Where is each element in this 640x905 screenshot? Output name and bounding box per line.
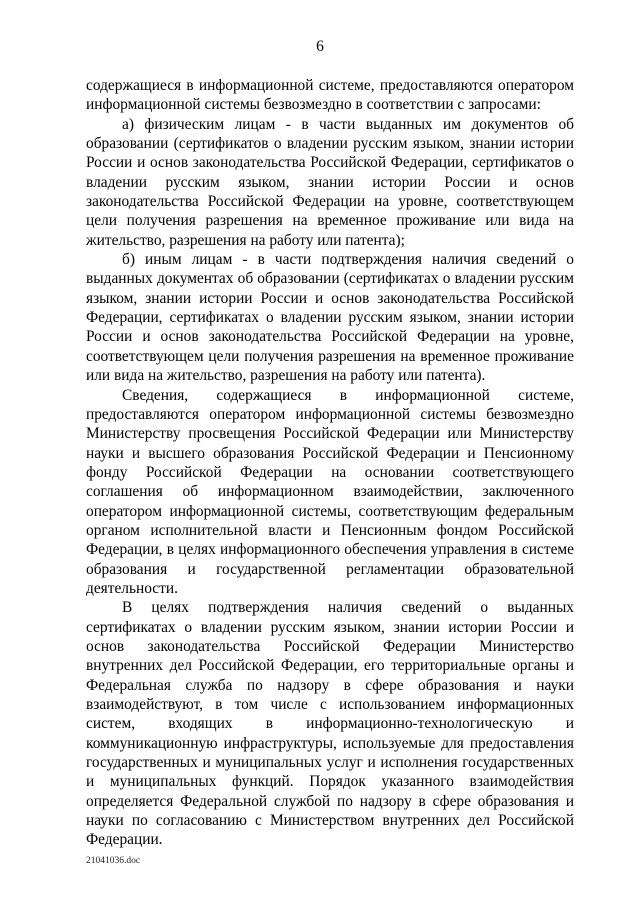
paragraph-information-provision: Сведения, содержащиеся в информационной системе, предоставляются оператором информационной системы безвозмездно Министерству просвещения Российской Федерации или Министерству науки и высшего образования Российской Федерации и Пенсионному фонду Российской Федерации на основании соответствующего соглашения об информационном взаимодействии, заключенного оператором информационной системы, соответствующим федеральным органом исполнительной власти и Пенсионным фондом Российской Федерации, в целях информационного обеспечения управления в системе образования и государственной регламентации образовательной деятельности. — [86, 386, 574, 597]
paragraph-item-b: б) иным лицам - в части подтверждения наличия сведений о выданных документах об образовании (сертификатах о владении русским языком, знании истории России и основ законодательства Российской Федерации, сертификатах о владении русским языком, знании истории России и основ законодательства Российской Федерации на уровне, соответствующем цели получения разрешения на временное проживание или вида на жительство, разрешения на работу или патента). — [86, 251, 574, 385]
document-body — [86, 76, 574, 850]
paragraph-continuation: содержащиеся в информационной системе, предоставляются оператором информационной системы безвозмездно в соответствии с запросами: — [86, 77, 574, 114]
paragraph-item-a: а) физическим лицам - в части выданных им документов об образовании (сертификатов о владении русским языком, знании истории России и основ законодательства Российской Федерации, сертификатов о владении русским языком, знании истории России и основ законодательства Российской Федерации на уровне, соответствующем цели получения разрешения на временное проживание или вида на жительство, разрешения на работу или патента); — [86, 115, 574, 249]
document-file-code: 21041036.doc — [86, 856, 141, 866]
page-number: 6 — [316, 38, 324, 55]
paragraph-interaction-procedure: В целях подтверждения наличия сведений о выданных сертификатах о владении русским языком, знании истории России и основ законодательства Российской Федерации Министерство внутренних дел Российской Федерации, его территориальные органы и Федеральная служба по надзору в сфере образования и науки взаимодействуют, в том числе с использованием информационных систем, входящих в информационно-технологическую и коммуникационную инфраструктуры, используемые для предоставления государственных и муниципальных услуг и исполнения государственных и муниципальных функций. Порядок указанного взаимодействия определяется Федеральной службой по надзору в сфере образования и науки по согласованию с Министерством внутренних дел Российской Федерации. — [86, 599, 574, 849]
